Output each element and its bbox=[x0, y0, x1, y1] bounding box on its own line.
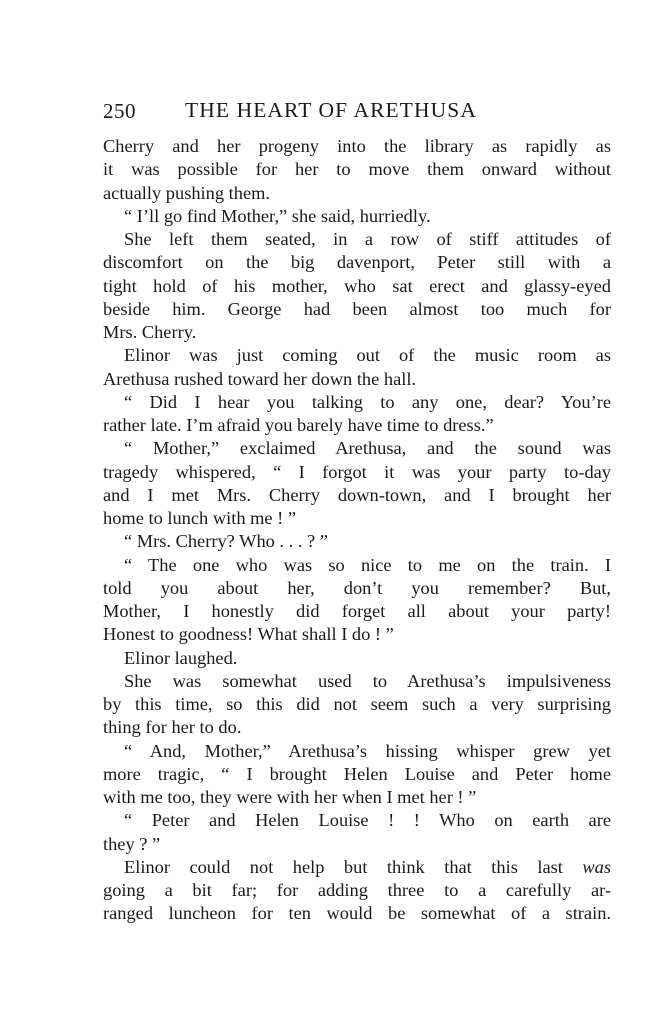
text-line bbox=[103, 228, 611, 251]
line-text: Honest to goodness! What shall I do ! ” bbox=[103, 624, 394, 645]
line-text: “ And, Mother,” Arethusa’s hissing whisper grew yet bbox=[124, 740, 611, 761]
text-line bbox=[103, 856, 611, 879]
line-text: “ Mother,” exclaimed Arethusa, and the sound was bbox=[124, 438, 611, 459]
line-text: discomfort on the big davenport, Peter still with a bbox=[103, 252, 611, 273]
line-text: ranged luncheon for ten would be somewhat of a strain. bbox=[103, 903, 611, 924]
line-text: “ I’ll go find Mother,” she said, hurriedly. bbox=[124, 205, 431, 226]
text-line bbox=[103, 507, 611, 530]
text-line bbox=[103, 902, 611, 925]
line-text: She was somewhat used to Arethusa’s impulsiveness bbox=[124, 670, 611, 691]
text-line bbox=[103, 530, 611, 553]
line-text: tragedy whispered, “ I forgot it was your party to-day bbox=[103, 461, 611, 482]
text-line bbox=[103, 391, 611, 414]
line-text: Elinor was just coming out of the music room as bbox=[124, 345, 611, 366]
line-text: home to lunch with me ! ” bbox=[103, 508, 297, 528]
line-text: tight hold of his mother, who sat erect and glassy-eyed bbox=[103, 275, 611, 296]
line-text: and I met Mrs. Cherry down-town, and I brought her bbox=[103, 484, 611, 505]
line-text: “ Mrs. Cherry? Who . . . ? ” bbox=[124, 531, 328, 552]
page-number: 250 bbox=[103, 99, 136, 123]
text-line bbox=[103, 298, 611, 321]
text-line bbox=[103, 670, 611, 693]
line-text: Elinor laughed. bbox=[124, 647, 238, 668]
text-line bbox=[103, 623, 611, 646]
line-text: thing for her to do. bbox=[103, 717, 242, 738]
text-line bbox=[103, 833, 611, 856]
text-line bbox=[103, 182, 611, 205]
text-line bbox=[103, 251, 611, 274]
text-line bbox=[103, 321, 611, 344]
line-text: they ? ” bbox=[103, 833, 161, 854]
text-line bbox=[103, 716, 611, 739]
text-line bbox=[103, 275, 611, 298]
text-line bbox=[103, 158, 611, 181]
line-text: with me too, they were with her when I met her ! ” bbox=[103, 787, 477, 807]
text-line bbox=[103, 461, 611, 484]
text-line bbox=[103, 786, 611, 809]
line-text: more tragic, “ I brought Helen Louise and Peter home bbox=[103, 763, 611, 784]
text-line bbox=[103, 577, 611, 600]
line-text: Arethusa rushed toward her down the hall. bbox=[103, 368, 417, 389]
text-line bbox=[103, 693, 611, 716]
line-text: “ Peter and Helen Louise ! ! Who on earth are bbox=[124, 810, 611, 831]
text-line bbox=[103, 437, 611, 460]
line-text: Mrs. Cherry. bbox=[103, 322, 197, 342]
line-text: it was possible for her to move them onward without bbox=[103, 159, 611, 180]
text-line bbox=[103, 879, 611, 902]
book-page bbox=[103, 95, 611, 926]
line-text: Elinor could not help but think that this last bbox=[124, 856, 563, 877]
line-text: She left them seated, in a row of stiff attitudes of bbox=[124, 229, 611, 249]
line-text: actually pushing them. bbox=[103, 182, 271, 203]
emphasized-word: was bbox=[582, 856, 611, 877]
text-line bbox=[103, 809, 611, 832]
text-line bbox=[103, 554, 611, 577]
page-header bbox=[103, 95, 611, 135]
body-text bbox=[103, 135, 611, 926]
text-line bbox=[103, 344, 611, 367]
text-line bbox=[103, 135, 611, 158]
running-title: THE HEART OF ARETHUSA bbox=[185, 98, 477, 122]
line-text: by this time, so this did not seem such a very surprising bbox=[103, 694, 611, 714]
line-text: Mother, I honestly did forget all about your party! bbox=[103, 601, 611, 621]
text-line bbox=[103, 414, 611, 437]
line-text: “ Did I hear you talking to any one, dear? You’re bbox=[124, 391, 611, 412]
text-line bbox=[103, 647, 611, 670]
text-line bbox=[103, 763, 611, 786]
line-text: beside him. George had been almost too much for bbox=[103, 298, 611, 319]
line-text: rather late. I’m afraid you barely have time to dress.” bbox=[103, 415, 494, 435]
text-line bbox=[103, 740, 611, 763]
line-text: “ The one who was so nice to me on the train. I bbox=[124, 554, 611, 575]
text-line bbox=[103, 484, 611, 507]
line-text: Cherry and her progeny into the library as rapidly as bbox=[103, 136, 611, 156]
text-line bbox=[103, 368, 611, 391]
text-line bbox=[103, 600, 611, 623]
line-text: told you about her, don’t you remember? But, bbox=[103, 577, 611, 598]
line-text: going a bit far; for adding three to a carefully ar- bbox=[103, 880, 611, 900]
text-line bbox=[103, 205, 611, 228]
